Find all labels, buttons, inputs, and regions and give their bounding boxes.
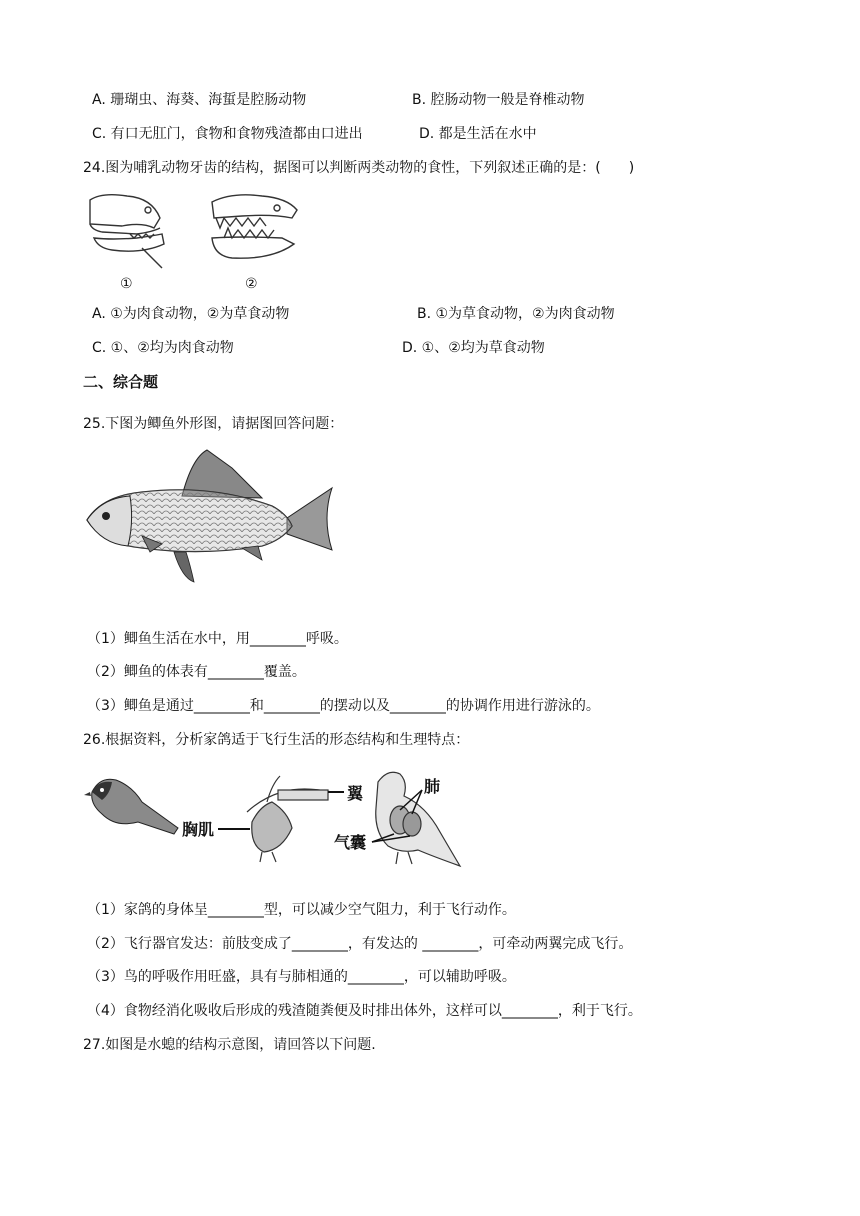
figure-label-2: ② xyxy=(245,276,258,292)
herbivore-skull-image xyxy=(90,195,164,268)
q26-sub-3: （3）鸟的呼吸作用旺盛，具有与肺相通的________，可以辅助呼吸。 xyxy=(87,969,516,985)
q24-option-a: A. ①为肉食动物，②为草食动物 xyxy=(92,306,290,322)
q26-sub-1: （1）家鸽的身体呈________型，可以减少空气阻力，利于飞行动作。 xyxy=(87,902,516,918)
label-lung: 肺 xyxy=(424,777,441,796)
q23-option-b: B. 腔肠动物一般是脊椎动物 xyxy=(412,92,585,108)
q25-stem: 25.下图为鲫鱼外形图，请据图回答问题： xyxy=(83,416,344,432)
q23-option-a: A. 珊瑚虫、海葵、海蜇是腔肠动物 xyxy=(92,92,307,108)
q24-option-d: D. ①、②均为草食动物 xyxy=(402,340,545,356)
q25-sub-3: （3）鲫鱼是通过________和________的摆动以及________的协调作用进行游泳的。 xyxy=(87,698,600,714)
label-chest-muscle: 胸肌 xyxy=(182,820,215,839)
label-wing: 翼 xyxy=(347,784,364,803)
q24-option-c: C. ①、②均为肉食动物 xyxy=(92,340,234,356)
q26-stem: 26.根据资料，分析家鸽适于飞行生活的形态结构和生理特点： xyxy=(83,732,470,748)
pigeon-figure xyxy=(82,762,472,872)
q24-stem: 24.图为哺乳动物牙齿的结构，据图可以判断两类动物的食性，下列叙述正确的是：( ) xyxy=(83,160,635,176)
label-air-sac: 气囊 xyxy=(334,833,367,852)
crucian-carp-image xyxy=(82,448,337,588)
q23-option-c: C. 有口无肛门，食物和食物残渣都由口进出 xyxy=(92,126,363,142)
carnivore-skull-image xyxy=(212,195,297,258)
pigeon-muscle-image xyxy=(247,776,332,862)
q27-stem: 27.如图是水螅的结构示意图，请回答以下问题. xyxy=(83,1037,376,1053)
teeth-figure xyxy=(82,188,332,293)
pigeon-lung-airsac-image xyxy=(376,772,460,866)
q24-option-b: B. ①为草食动物，②为肉食动物 xyxy=(417,306,615,322)
section-title: 二、综合题 xyxy=(83,373,159,391)
q23-option-d: D. 都是生活在水中 xyxy=(419,126,537,142)
q25-sub-2: （2）鲫鱼的体表有________覆盖。 xyxy=(87,664,306,680)
sparrow-image xyxy=(84,779,178,834)
figure-label-1: ① xyxy=(120,276,133,292)
q25-sub-1: （1）鲫鱼生活在水中，用________呼吸。 xyxy=(87,631,348,647)
q26-sub-2: （2）飞行器官发达：前肢变成了________，有发达的 ________，可牵动两翼完成飞行。 xyxy=(87,936,633,952)
q26-sub-4: （4）食物经消化吸收后形成的残渣随粪便及时排出体外，这样可以________，利于飞行。 xyxy=(87,1003,642,1019)
